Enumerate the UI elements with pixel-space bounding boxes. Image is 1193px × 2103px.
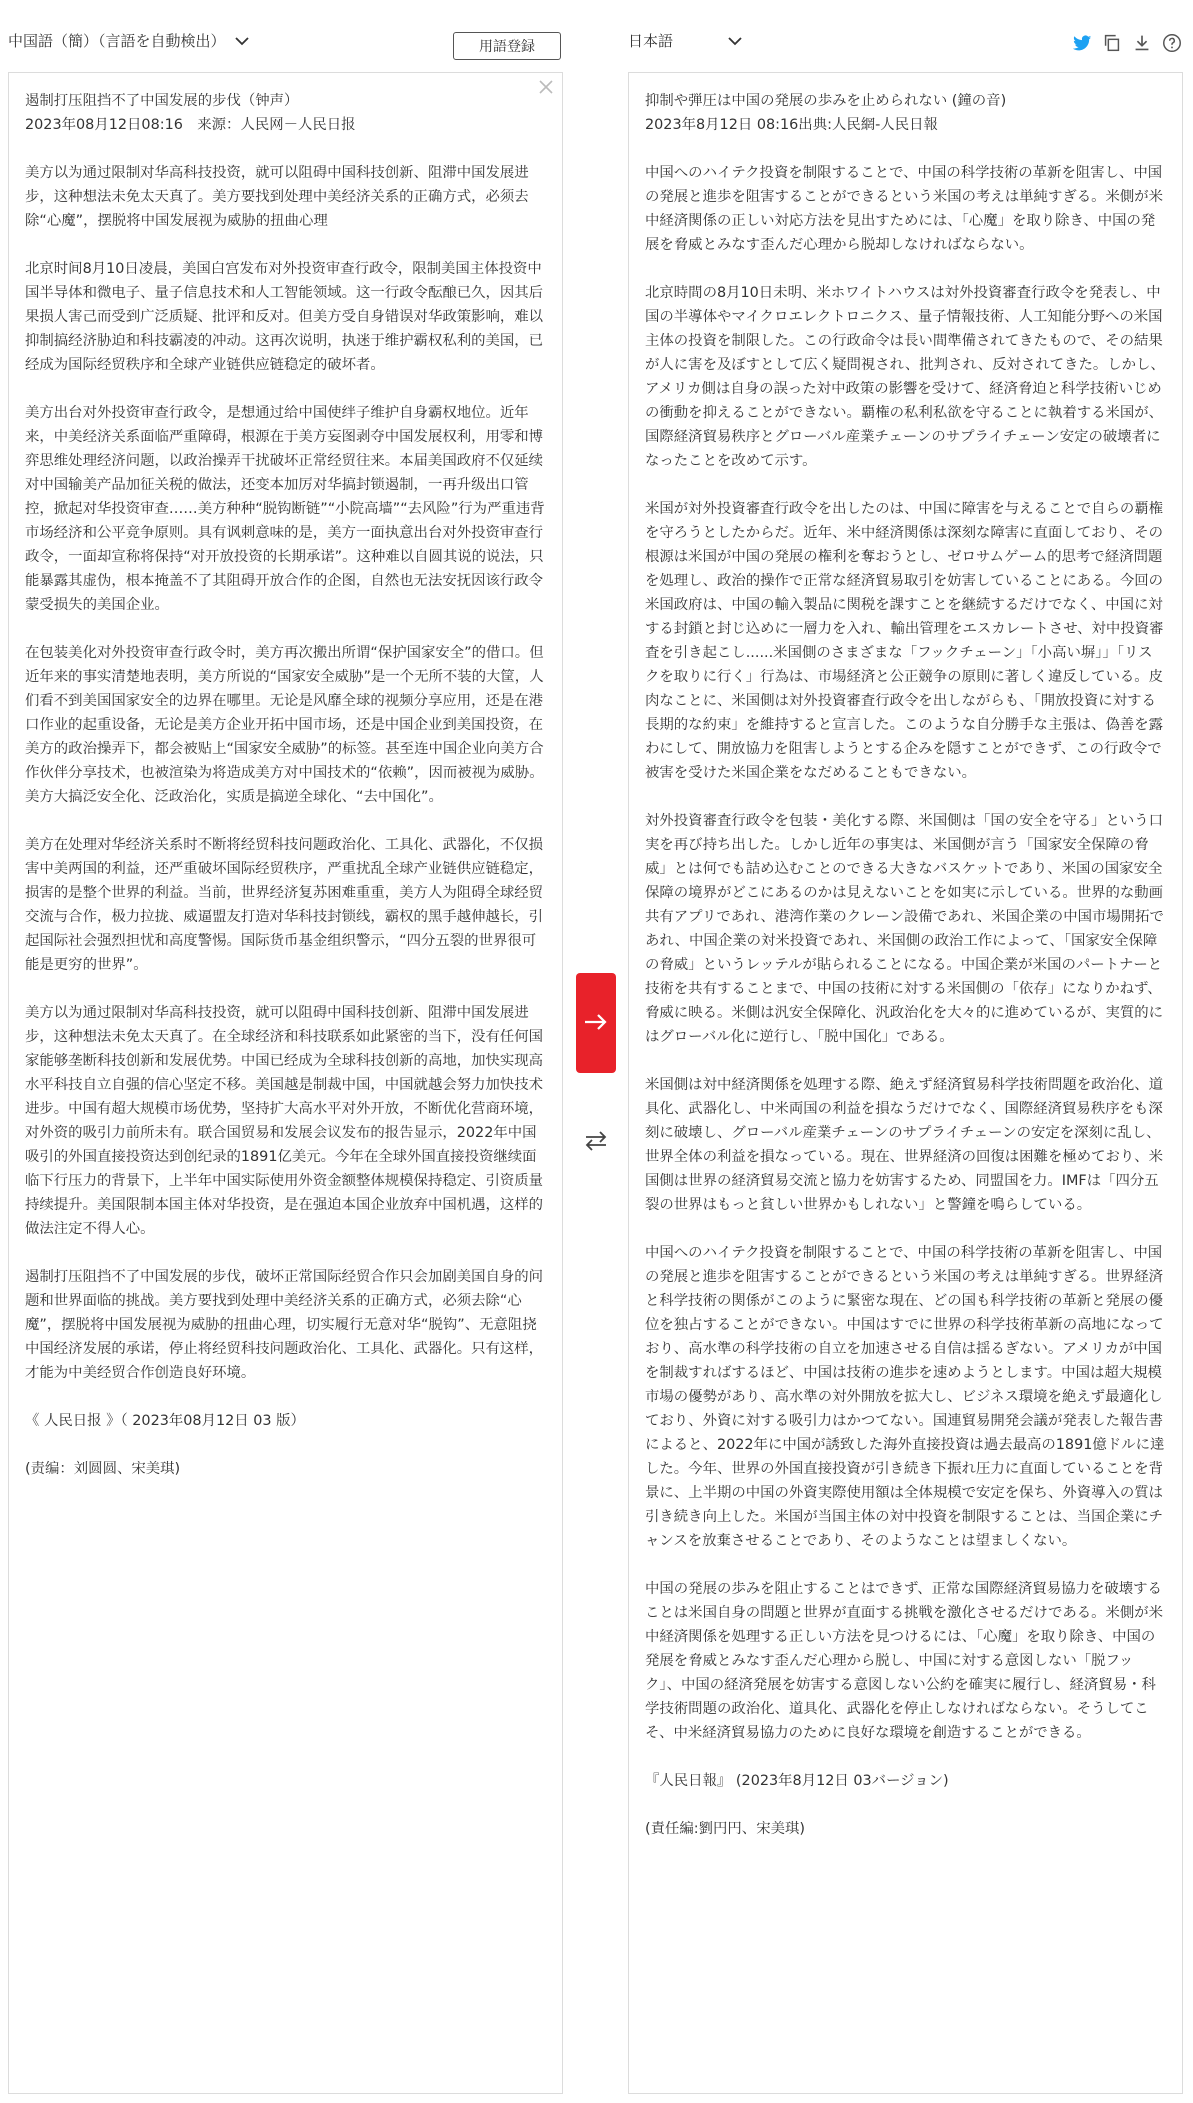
chevron-down-icon <box>234 33 250 49</box>
source-paragraph: 美方出台对外投资审查行政令，是想通过给中国使绊子维护自身霸权地位。近年来，中美经济关系面临严重障碍，根源在于美方妄图剥夺中国发展权利，用零和博弈思维处理经济问题，以政治操弄干扰破坏正常经贸往来。本届美国政府不仅延续对中国输美产品加征关税的做法，还变本加厉对华搞封锁遏制，一再升级出口管控，掀起对华投资审查……美方种种“脱钩断链”“小院高墙”“去风险”行为严重违背市场经济和公平竞争原则。具有讽刺意味的是，美方一面执意出台对外投资审查行政令，一面却宣称将保持“对开放投资的长期承诺”。这种难以自圆其说的说法，只能暴露其虚伪，根本掩盖不了其阻碍开放合作的企图，自然也无法安抚因该行政令蒙受损失的美国企业。 <box>25 405 545 613</box>
source-paragraph: 美方以为通过限制对华高科技投资，就可以阻碍中国科技创新、阻滞中国发展进步，这种想法未免太天真了。美方要找到处理中美经济关系的正确方式，必须去除“心魔”，摆脱将中国发展视为威胁的扭曲心理 <box>25 165 529 229</box>
source-paragraph: 北京时间8月10日凌晨，美国白宫发布对外投资审查行政令，限制美国主体投资中国半导体和微电子、量子信息技术和人工智能领域。这一行政令酝酿已久，因其后果损人害己而受到广泛质疑、批评和反对。但美方受自身错误对华政策影响，难以抑制搞经济胁迫和科技霸凌的冲动。这再次说明，执迷于维护霸权私利的美国，已经成为国际经贸秩序和全球产业链供应链稳定的破坏者。 <box>25 261 544 373</box>
source-paragraph: (责编：刘圆圆、宋美琪) <box>25 1461 181 1477</box>
arrow-right-icon <box>582 1012 610 1035</box>
source-paragraph: 《 人民日报 》（ 2023年08月12日 03 版） <box>25 1413 305 1429</box>
help-icon[interactable] <box>1161 32 1183 54</box>
translation-paragraph: 対外投資審査行政令を包装・美化する際、米国側は「国の安全を守る」という口実を再び持ち出した。しかし近年の事実は、米国側が言う「国家安全保障の脅威」とは何でも詰め込むことのできる大きなバスケットであり、米国の国家安全保障の境界がどこにあるのかは見えないことを如実に示している。世界的な動画共有アプリであれ、港湾作業のクレーン設備であれ、米国企業の中国市場開拓であれ、中国企業の対米投資であれ、米国側の政治工作によって、「国家安全保障の脅威」というレッテルが貼られることになる。中国企業が米国のパートナーと技術を共有することまで、中国の技術に対する米国側の「依存」になりかねず、脅威に映る。米側は汎安全保障化、汎政治化を大々的に進めているが、実質的にはグローバル化に逆行し、「脱中国化」である。 <box>645 813 1164 1045</box>
translation-paragraph: 北京時間の8月10日未明、米ホワイトハウスは対外投資審査行政令を発表し、中国の半導体やマイクロエレクトロニクス、量子情報技術、人工知能分野への米国主体の投資を制限した。この行政命令は長い間準備されてきたもので、その結果が人に害を及ぼすとして広く疑問視され、批判され、反対されてきた。しかし、アメリカ側は自身の誤った対中政策の影響を受けて、経済脅迫と科学技術いじめの衝動を抑えることができない。覇権の私利私欲を守ることに執着する米国が、国際経済貿易秩序とグローバル産業チェーンのサプライチェーン安定の破壊者になったことを改めて示す。 <box>645 285 1165 469</box>
twitter-icon[interactable] <box>1071 32 1093 54</box>
target-language-select[interactable] <box>628 30 743 51</box>
translation-paragraph: 中国へのハイテク投資を制限することで、中国の科学技術の革新を阻害し、中国の発展と進歩を阻害することができるという米国の考えは単純すぎる。世界経済と科学技術の関係がこのように緊密な現在、どの国も科学技術の革新と発展の優位を独占することができない。中国はすでに世界の科学技術革新の高地になっており、高水準の科学技術の自立を加速させる自信は揺るぎない。アメリカが中国を制裁すればするほど、中国は技術の進歩を速めようとします。中国は超大規模市場の優勢があり、高水準の対外開放を拡大し、ビジネス環境を絶えず最適化しており、外資に対する吸引力はかつてない。国連貿易開発会議が発表した報告書によると、2022年に中国が誘致した海外直接投資は過去最高の1891億ドルに達した。今年、世界の外国直接投資が引き続き下振れ圧力に直面していることを背景に、上半期の中国の外資実際使用額は全体規模で安定を保ち、外資導入の質は引き続き向上した。米国が当国主体の対中投資を制限することは、当国企業にチャンスを放棄させることであり、そのようなことは望ましくない。 <box>645 1245 1165 1549</box>
translation-paragraph: 米国が対外投資審査行政令を出したのは、中国に障害を与えることで自らの覇権を守ろうとしたからだ。近年、米中経済関係は深刻な障害に直面しており、その根源は米国が中国の発展の権利を奪おうとし、ゼロサムゲーム的思考で経済問題を処理し、政治的操作で正常な経済貿易取引を妨害していることにある。今回の米国政府は、中国の輸入製品に関税を課すことを継続するだけでなく、中国に対する封鎖と封じ込めに一層力を入れ、輸出管理をエスカレートさせ、対中投資審査を引き起こし......米国側のさまざまな「フックチェーン」「小高い塀」」「リスクを取りに行く」行為は、市場経済と公正競争の原則に著しく違反している。皮肉なことに、米国側は対外投資審査行政令を出しながらも、「開放投資に対する長期的な約束」を維持すると宣言した。このような自分勝手な主張は、偽善を露わにして、開放協力を阻害しようとする企みを隠すことができず、この行政令で被害を受けた米国企業をなだめることもできない。 <box>645 501 1164 781</box>
chevron-down-icon <box>727 33 743 49</box>
translate-button[interactable] <box>576 973 616 1073</box>
translation-paragraph: 抑制や弾圧は中国の発展の歩みを止められない (鐘の音) 2023年8月12日 08:16出典:人民網-人民日報 <box>645 93 1007 133</box>
swap-languages-button[interactable] <box>581 1128 611 1158</box>
translation-paragraph: 中国へのハイテク投資を制限することで、中国の科学技術の革新を阻害し、中国の発展と進歩を阻害することができるという米国の考えは単純すぎる。米側が米中経済関係の正しい対応方法を見出すためには、「心魔」を取り除き、中国の発展を脅威とみなす歪んだ心理から脱却しなければならない。 <box>645 165 1164 253</box>
translation-text[interactable] <box>629 73 1182 1841</box>
output-toolbar <box>1071 32 1183 54</box>
register-term-button[interactable]: 用語登録 <box>453 32 561 60</box>
source-paragraph: 在包装美化对外投资审查行政令时，美方再次搬出所谓“保护国家安全”的借口。但近年来的事实清楚地表明，美方所说的“国家安全威胁”是一个无所不装的大筐，人们看不到美国国家安全的边界在哪里。无论是风靡全球的视频分享应用，还是在港口作业的起重设备，无论是美方企业开拓中国市场，还是中国企业到美国投资，在美方的政治操弄下，都会被贴上“国家安全威胁”的标签。甚至连中国企业向美方合作伙伴分享技术，也被渲染为将造成美方对中国技术的“依赖”，因而被视为威胁。美方大搞泛安全化、泛政治化，实质是搞逆全球化、“去中国化”。 <box>25 645 544 805</box>
source-language-select[interactable] <box>8 30 250 51</box>
source-language-label: 中国語（簡）（言語を自動検出） <box>8 32 226 50</box>
translation-paragraph: 『人民日報』 (2023年8月12日 03バージョン) <box>645 1773 949 1789</box>
translation-paragraph: 中国の発展の歩みを阻止することはできず、正常な国際経済貿易協力を破壊することは米国自身の問題と世界が直面する挑戦を激化させるだけである。米側が米中経済関係を処理する正しい方法を見つけるには、「心魔」を取り除き、中国の発展を脅威とみなす歪んだ心理から脱し、中国に対する意図しない「脱フック」、中国の経済発展を妨害する意図しない公約を確実に履行し、経済貿易・科学技術問題の政治化、道具化、武器化を停止しなければならない。そうしてこそ、中米経済貿易協力のために良好な環境を創造することができる。 <box>645 1581 1164 1741</box>
download-icon[interactable] <box>1131 32 1153 54</box>
source-text-panel[interactable] <box>8 72 563 2094</box>
copy-icon[interactable] <box>1101 32 1123 54</box>
swap-icon <box>582 1127 610 1159</box>
source-paragraph: 遏制打压阻挡不了中国发展的步伐，破坏正常国际经贸合作只会加剧美国自身的问题和世界面临的挑战。美方要找到处理中美经济关系的正确方式，必须去除“心魔”，摆脱将中国发展视为威胁的扭曲心理，切实履行无意对华“脱钩”、无意阻挠中国经济发展的承诺，停止将经贸科技问题政治化、工具化、武器化。只有这样，才能为中美经贸合作创造良好环境。 <box>25 1269 544 1381</box>
translation-paragraph: (責任編:劉円円、宋美琪) <box>645 1821 805 1837</box>
top-bar <box>0 0 1193 70</box>
source-paragraph: 美方在处理对华经济关系时不断将经贸科技问题政治化、工具化、武器化，不仅损害中美两国的利益，还严重破坏国际经贸秩序，严重扰乱全球产业链供应链稳定，损害的是整个世界的利益。当前，世界经济复苏困难重重，美方人为阻碍全球经贸交流与合作，极力拉拢、威逼盟友打造对华科技封锁线，霸权的黑手越伸越长，引起国际社会强烈担忧和高度警惕。国际货币基金组织警示，“四分五裂的世界很可能是更穷的世界”。 <box>25 837 544 973</box>
close-icon[interactable] <box>536 77 556 97</box>
target-language-label: 日本語 <box>628 32 674 50</box>
translation-text-panel[interactable] <box>628 72 1183 2094</box>
source-text[interactable] <box>9 73 562 1481</box>
source-paragraph: 美方以为通过限制对华高科技投资，就可以阻碍中国科技创新、阻滞中国发展进步，这种想法未免太天真了。在全球经济和科技联系如此紧密的当下，没有任何国家能够垄断科技创新和发展优势。中国已经成为全球科技创新的高地，加快实现高水平科技自立自强的信心坚定不移。美国越是制裁中国，中国就越会努力加快技术进步。中国有超大规模市场优势，坚持扩大高水平对外开放，不断优化营商环境，对外资的吸引力前所未有。联合国贸易和发展会议发布的报告显示，2022年中国吸引的外国直接投资达到创纪录的1891亿美元。今年在全球外国直接投资继续面临下行压力的背景下，上半年中国实际使用外资金额整体规模保持稳定、引资质量持续提升。美国限制本国主体对华投资，是在强迫本国企业放弃中国机遇，这样的做法注定不得人心。 <box>25 1005 544 1237</box>
source-paragraph: 遏制打压阻挡不了中国发展的步伐（钟声） 2023年08月12日08:16 来源：人民网－人民日报 <box>25 93 356 133</box>
translation-paragraph: 米国側は対中経済関係を処理する際、絶えず経済貿易科学技術問題を政治化、道具化、武器化し、中米両国の利益を損なうだけでなく、国際経済貿易秩序をも深刻に破壊し、グローバル産業チェーンのサプライチェーンの安定を深刻に乱し、世界全体の利益を損なっている。現在、世界経済の回復は困難を極めており、米国側は世界の経済貿易交流と協力を妨害するため、同盟国を力。IMFは「四分五裂の世界はもっと貧しい世界かもしれない」と警鐘を鳴らしている。 <box>645 1077 1164 1213</box>
